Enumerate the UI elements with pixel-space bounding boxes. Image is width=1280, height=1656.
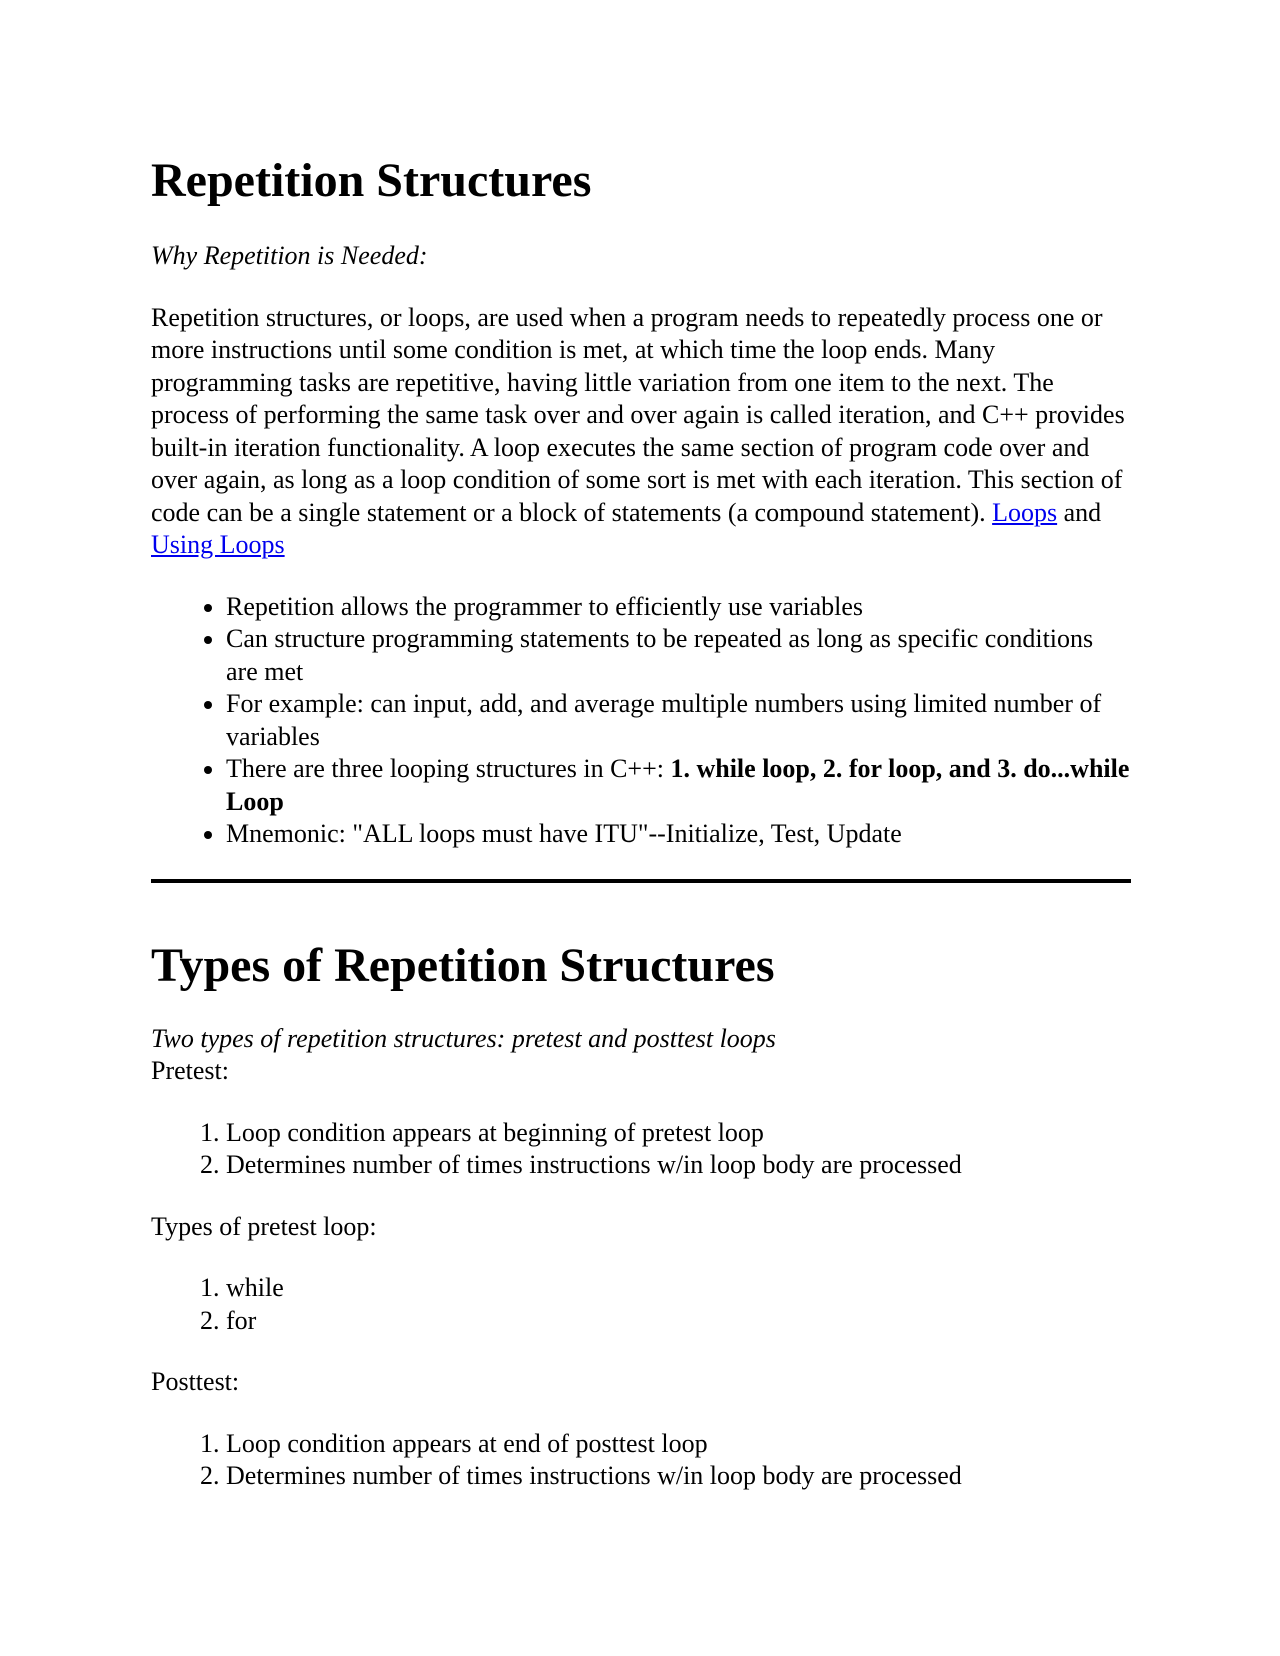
list-item: 1. Loop condition appears at beginning of pretest loop [226,1117,1131,1150]
list-item: 1. Loop condition appears at end of posttest loop [226,1428,1131,1461]
section-title: Types of Repetition Structures [151,938,775,992]
pretest-types-list [151,1272,1131,1337]
list-item: • For example: can input, add, and average multiple numbers using limited number of variables [226,688,1131,753]
loops-link[interactable]: Loops [992,497,1058,527]
section-subtitle: Two types of repetition structures: pretest and posttest loops [151,1023,776,1053]
list-item: 2. for [226,1305,1131,1338]
section-divider [151,879,1131,883]
pretest-list [151,1117,1131,1182]
pretest-types-label: Types of pretest loop: [151,1211,377,1241]
repetition-bullet-list [151,591,1131,851]
list-item: 2. Determines number of times instructions w/in loop body are processed [226,1460,1131,1493]
list-item: 2. Determines number of times instructions w/in loop body are processed [226,1149,1131,1182]
list-item: • Can structure programming statements to be repeated as long as specific conditions are met [226,623,1131,688]
bullet-prefix: There are three looping structures in C++: [226,754,664,783]
section-subtitle: Why Repetition is Needed: [151,241,428,270]
page-title: Repetition Structures [151,154,592,207]
bullet-bold-text: 1. while loop, 2. for loop, and 3. do...while Loop [226,754,1130,816]
using-loops-link[interactable]: Using Loops [151,530,285,559]
list-item [226,753,1131,818]
paragraph-text: Repetition structures, or loops, are used when a program needs to repeatedly process one or more instructions until some condition is met, at which time the loop ends. Many programming tasks are repetitive, having little variation from one item to the next. The process of performing the same task over and over again is called iteration, and C++ provides built-in iteration functionality. A loop executes the same section of program code over and over again, as long as a loop condition of some sort is met with each iteration. This section of code can be a single statement or a block of statements (a compound statement). [151,302,1125,527]
list-item: 1. while [226,1272,1131,1305]
list-item: • Mnemonic: "ALL loops must have ITU"--Initialize, Test, Update [226,818,1131,851]
pretest-label: Pretest: [151,1056,229,1085]
posttest-list [151,1428,1131,1493]
list-item: • Repetition allows the programmer to efficiently use variables [226,591,1131,624]
posttest-label: Posttest: [151,1367,240,1396]
intro-paragraph [151,302,1131,562]
and-text: and [1063,497,1102,527]
